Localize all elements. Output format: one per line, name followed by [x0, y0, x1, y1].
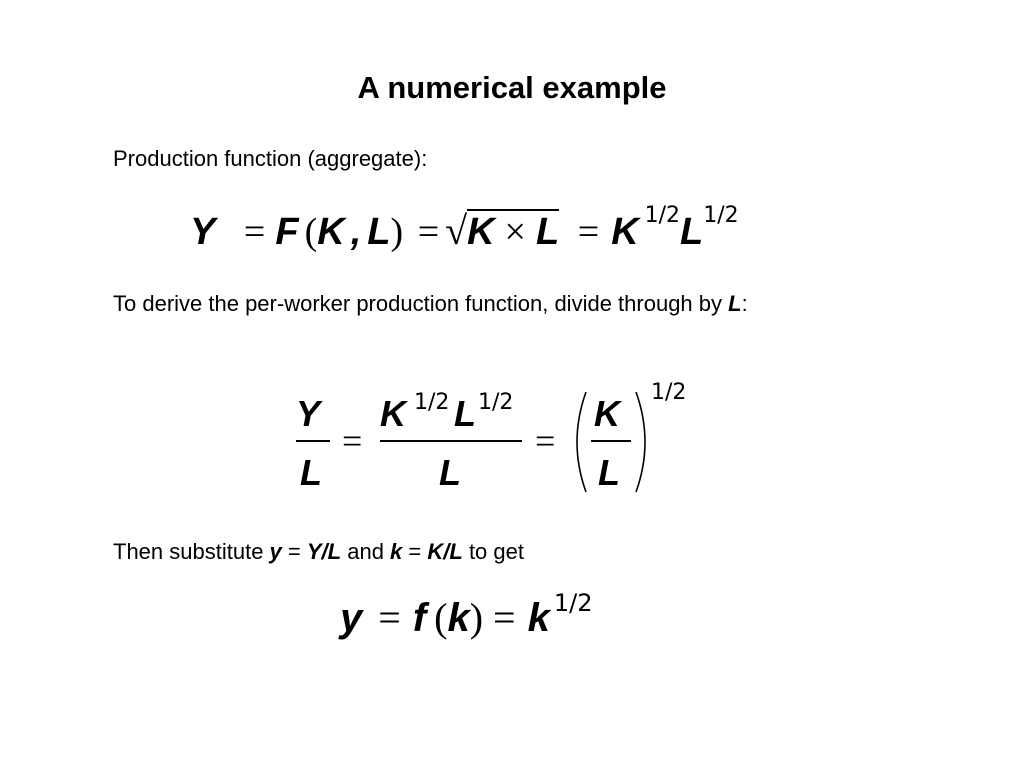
- eq1-L3: L: [680, 211, 704, 253]
- eq3-k: k: [447, 596, 470, 640]
- eq1-equals-b: =: [417, 211, 440, 253]
- sub-KL: K/L: [427, 539, 463, 564]
- eq2-den3: L: [598, 452, 620, 493]
- eq3-lparen: (: [434, 595, 448, 640]
- eq1-rparen: ): [390, 211, 404, 253]
- derive-var: L: [728, 291, 742, 316]
- eq2-fracbar3: [591, 440, 631, 442]
- intro-text: Production function (aggregate):: [113, 146, 428, 171]
- eq2-fracbar2: [380, 440, 522, 442]
- eq1-K: K: [317, 211, 345, 253]
- eq3-equals-b: =: [493, 595, 516, 640]
- eq2-num2-L: L: [454, 393, 476, 434]
- sub-and: and: [341, 539, 391, 564]
- eq3-f: f: [412, 596, 427, 640]
- eq2-num3: K: [594, 393, 620, 434]
- eq1-sqrt-sign: √: [445, 208, 468, 253]
- sub-eq1: =: [281, 539, 307, 564]
- eq2-num1: Y: [296, 393, 321, 434]
- eq2-equals-b: =: [535, 421, 556, 461]
- eq2-num2-expK: 1/2: [414, 390, 450, 415]
- intensive-form-equation: [340, 589, 593, 641]
- eq3-exp: 1/2: [553, 589, 593, 617]
- eq1-exp2: 1/2: [703, 203, 739, 228]
- eq1-equals-a: =: [243, 211, 266, 253]
- eq2-left-paren: [566, 390, 590, 494]
- eq2-den1: L: [300, 452, 322, 493]
- eq3-equals-a: =: [378, 595, 401, 640]
- eq1-exp1: 1/2: [644, 203, 681, 228]
- eq2-den2: L: [439, 452, 461, 493]
- sub-end: to get: [462, 539, 524, 564]
- eq1-times: ×: [504, 211, 526, 253]
- eq2-num2-K: K: [380, 393, 406, 434]
- eq2-right-paren: [632, 390, 656, 494]
- eq2-equals-a: =: [342, 421, 363, 461]
- eq1-K2: K: [467, 211, 495, 253]
- eq1-F: F: [275, 211, 299, 253]
- eq2-exp: 1/2: [651, 380, 687, 405]
- eq3-k2: k: [527, 596, 550, 640]
- sub-y: y: [269, 539, 282, 564]
- sub-eq2: =: [402, 539, 428, 564]
- eq2-num2-expL: 1/2: [478, 390, 514, 415]
- eq1-L2: L: [535, 211, 560, 253]
- sub-k: k: [390, 539, 403, 564]
- eq1-K3: K: [611, 211, 639, 253]
- substitute-text: [113, 539, 524, 565]
- eq1-equals-c: =: [577, 211, 600, 253]
- sub-text-1: Then substitute: [113, 539, 270, 564]
- eq3-y: y: [340, 596, 363, 640]
- eq1-comma: ,: [350, 211, 362, 253]
- eq1-lparen: (: [304, 211, 318, 253]
- eq3-rparen: ): [469, 595, 484, 640]
- derive-text-post: :: [741, 291, 748, 316]
- eq2-fracbar1: [296, 440, 330, 442]
- slide-title: A numerical example: [357, 70, 667, 105]
- eq1-L: L: [367, 211, 391, 253]
- sub-YL: Y/L: [306, 539, 342, 564]
- derive-text-pre: To derive the per-worker production function, divide through by: [113, 291, 729, 316]
- eq1-Y: Y: [190, 211, 216, 253]
